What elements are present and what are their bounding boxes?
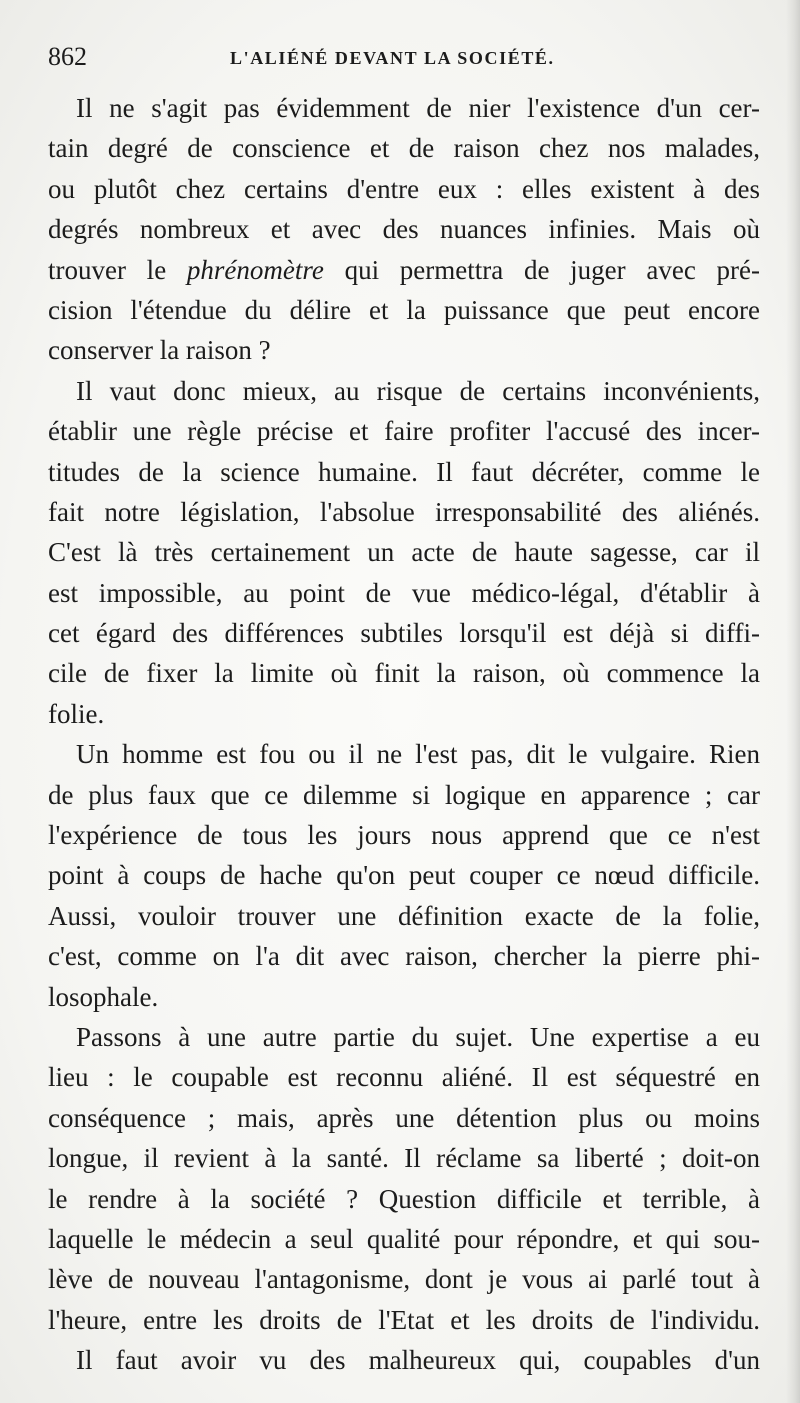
text-line: lieu : le coupable est reconnu aliéné. Il est séquestré en (48, 1062, 760, 1093)
text-line: cision l'étendue du délire et la puissance que peut encore (48, 294, 760, 325)
page-header (48, 42, 758, 76)
page-edge-shadow (786, 0, 800, 1403)
text-line (48, 250, 760, 290)
text-line: C'est là très certainement un acte de haute sagesse, car il (48, 537, 760, 568)
text-line: le rendre à la société ? Question difficile et terrible, à (48, 1183, 760, 1214)
text-line: l'expérience de tous les jours nous apprend que ce n'est (48, 820, 760, 851)
text-line: point à coups de hache qu'on peut couper ce nœud difficile. (48, 860, 760, 891)
text-line: cile de fixer la limite où finit la raison, où commence la (48, 658, 760, 689)
text-line: losophale. (48, 981, 159, 1012)
text-line: longue, il revient à la santé. Il réclame sa liberté ; doit-on (48, 1143, 760, 1174)
text-line: cet égard des différences subtiles lorsqu'il est déjà si diffi- (48, 618, 760, 649)
text-line: titudes de la science humaine. Il faut décréter, comme le (48, 456, 760, 487)
text-line: Il ne s'agit pas évidemment de nier l'existence d'un cer- (76, 93, 760, 123)
page-number: 862 (48, 42, 87, 71)
text-line: ou plutôt chez certains d'entre eux : elles existent à des (48, 173, 760, 204)
text-line: Il faut avoir vu des malheureux qui, coupables d'un (76, 1345, 760, 1376)
text-line: de plus faux que ce dilemme si logique en apparence ; car (48, 779, 760, 810)
text-line: Passons à une autre partie du sujet. Une expertise a eu (76, 1021, 760, 1052)
text-line: c'est, comme on l'a dit avec raison, chercher la pierre phi- (48, 941, 760, 972)
body-text (48, 88, 760, 1381)
italic-term: phrénomètre (186, 254, 324, 285)
text-line: Un homme est fou ou il ne l'est pas, dit le vulgaire. Rien (76, 739, 760, 770)
text-line: conserver la raison ? (48, 335, 271, 366)
text-line: établir une règle précise et faire profiter l'accusé des incer- (48, 416, 760, 447)
text-line: laquelle le médecin a seul qualité pour répondre, et qui sou- (48, 1223, 760, 1254)
text-line: est impossible, au point de vue médico-légal, d'établir à (48, 577, 760, 608)
running-title: L'ALIÉNÉ DEVANT LA SOCIÉTÉ. (230, 48, 555, 68)
text-line: l'heure, entre les droits de l'Etat et les droits de l'individu. (48, 1304, 760, 1335)
text-line: lève de nouveau l'antagonisme, dont je vous ai parlé tout à (48, 1264, 760, 1295)
text-line: conséquence ; mais, après une détention plus ou moins (48, 1102, 760, 1133)
text-line: fait notre législation, l'absolue irresponsabilité des aliénés. (48, 496, 760, 527)
text-line: folie. (48, 698, 105, 729)
text-line: Il vaut donc mieux, au risque de certains inconvénients, (76, 375, 760, 406)
text-fragment: trouver le (48, 254, 187, 285)
text-line: tain degré de conscience et de raison chez nos malades, (48, 133, 760, 164)
text-line: Aussi, vouloir trouver une définition exacte de la folie, (48, 900, 760, 931)
text-fragment: qui permettra de juger avec pré- (323, 254, 760, 285)
text-line: degrés nombreux et avec des nuances infinies. Mais où (48, 214, 760, 245)
